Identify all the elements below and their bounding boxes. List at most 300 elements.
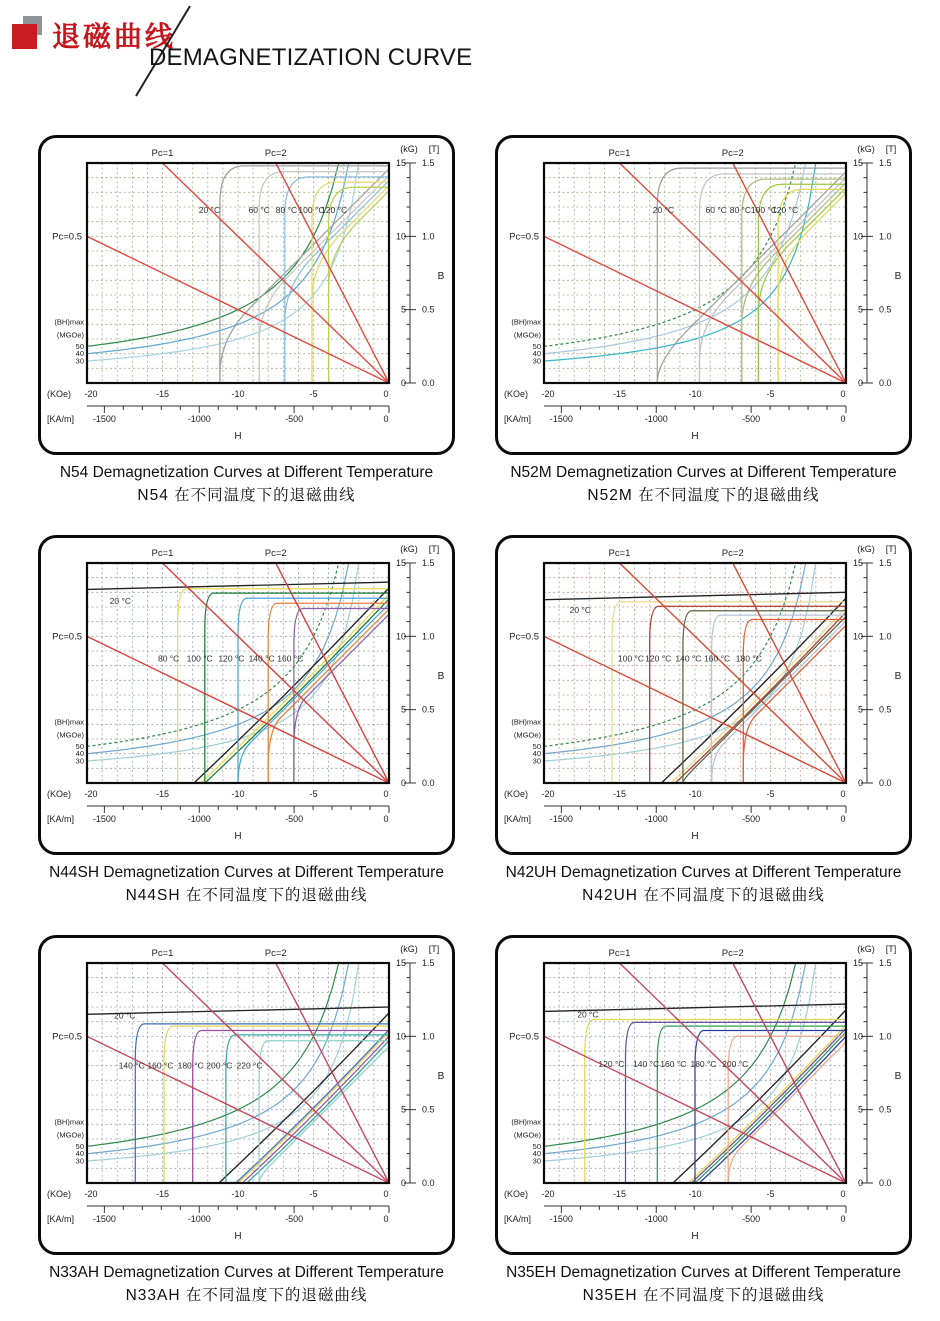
- y-tick-t: 0.5: [879, 704, 892, 715]
- grid: [544, 163, 846, 383]
- x-tick-koe: 0: [840, 1189, 846, 1199]
- y-axis-label: B: [437, 671, 445, 682]
- bhmax-unit: (MGOe): [56, 1130, 84, 1140]
- series-80c: [178, 589, 389, 783]
- series-20c-label: 20 °C: [109, 596, 132, 607]
- bhmax-unit: (MGOe): [513, 330, 541, 340]
- x-tick-koe: 0: [383, 1189, 389, 1199]
- bhmax-tick: 50: [75, 1141, 84, 1151]
- y-tick-kg: 5: [400, 304, 406, 315]
- load-line-pc-2: [733, 563, 846, 783]
- y-tick-kg: 0: [400, 778, 406, 788]
- chart-card-n42uh: [495, 535, 912, 855]
- x-tick-kam: -1000: [644, 1214, 668, 1224]
- series-120c-label: 120 °C: [772, 204, 799, 215]
- load-line-label: Pc=1: [151, 948, 174, 959]
- x-axis-unit-kam: [KA/m]: [47, 414, 75, 424]
- x-tick-koe: -20: [84, 789, 98, 799]
- y-tick-kg: 10: [852, 231, 863, 242]
- y-tick-kg: 15: [852, 558, 863, 568]
- x-tick-koe: -5: [309, 789, 318, 799]
- x-tick-koe: -15: [155, 1189, 170, 1199]
- x-tick-koe: 0: [840, 789, 846, 799]
- load-line-pc-1: [163, 163, 390, 383]
- chart-card-n33ah: [38, 935, 455, 1255]
- caption-english: N42UH Demagnetization Curves at Different Temperature: [505, 864, 902, 881]
- x-tick-kam: -1500: [92, 1214, 116, 1224]
- y-tick-kg: 15: [395, 558, 406, 568]
- y-tick-kg: 10: [395, 631, 406, 642]
- series-80c-label: 80 °C: [275, 204, 298, 215]
- y-tick-t: 0.0: [879, 778, 892, 788]
- load-line-label: Pc=2: [721, 948, 744, 959]
- y-tick-kg: 0: [857, 778, 863, 788]
- y-tick-t: 1.5: [879, 558, 892, 568]
- load-line-pc-2: [276, 963, 389, 1183]
- y-axis-unit-kg: (kG): [400, 144, 418, 154]
- load-line-label: Pc=0.5: [509, 631, 539, 643]
- caption-chinese: N44SH 在不同温度下的退磁曲线: [125, 886, 368, 904]
- load-line-pc-2: [276, 563, 389, 783]
- bhmax-tick: 40: [75, 749, 84, 759]
- chart-cell-n54: [38, 135, 455, 507]
- series-20c-label: 20 °C: [198, 204, 221, 215]
- caption-english: N33AH Demagnetization Curves at Different Temperature: [49, 1264, 444, 1281]
- series-20c-label: 20 °C: [577, 1009, 599, 1020]
- x-tick-koe: -20: [541, 1189, 555, 1199]
- bhmax-tick: 30: [75, 356, 84, 366]
- x-tick-kam: -500: [285, 414, 304, 424]
- chart-caption: [38, 1262, 455, 1307]
- chart-caption: [38, 862, 455, 907]
- load-line-pc-2: [733, 963, 846, 1183]
- bhmax-contour-40mgoe: [87, 163, 349, 354]
- y-tick-t: 1.0: [879, 231, 892, 242]
- x-tick-kam: -500: [285, 814, 304, 824]
- series-100c: [612, 602, 846, 783]
- x-tick-kam: -1000: [187, 814, 211, 824]
- x-tick-koe: -5: [766, 389, 775, 399]
- load-line-pc-1: [163, 563, 390, 783]
- normal-curve: [294, 614, 389, 783]
- x-axis-unit-koe: (KOe): [47, 389, 72, 399]
- x-tick-kam: 0: [383, 1214, 389, 1224]
- x-axis-unit-kam: [KA/m]: [47, 1214, 75, 1224]
- series-60c-label: 60 °C: [248, 204, 270, 215]
- x-tick-koe: -15: [155, 789, 170, 799]
- x-axis-unit-kam: [KA/m]: [504, 814, 532, 824]
- load-line-label: Pc=0.5: [509, 1031, 539, 1043]
- bhmax-tick: 30: [532, 1156, 541, 1166]
- y-axis-unit-t: [T]: [885, 544, 897, 554]
- caption-english: N52M Demagnetization Curves at Different Temperature: [510, 464, 897, 481]
- bhmax-tick: 30: [532, 356, 541, 366]
- series-180c-label: 180 °C: [177, 1060, 204, 1071]
- bhmax-label: (BH)max: [511, 1117, 541, 1127]
- x-tick-koe: -10: [688, 389, 702, 399]
- bhmax-tick: 30: [75, 756, 84, 766]
- x-axis-unit-koe: (KOe): [504, 789, 529, 799]
- load-line-label: Pc=0.5: [52, 1031, 82, 1043]
- y-axis-label: B: [894, 1071, 902, 1082]
- y-tick-t: 1.0: [879, 631, 892, 642]
- demagnetization-chart-n35eh: [498, 938, 909, 1252]
- chart-cell-n52m: [495, 135, 912, 507]
- page-title-english: DEMAGNETIZATION CURVE: [149, 44, 473, 71]
- load-line-label: Pc=2: [264, 148, 287, 159]
- series-120c-label: 120 °C: [321, 204, 348, 215]
- x-tick-koe: -15: [612, 789, 627, 799]
- chart-card-n44sh: [38, 535, 455, 855]
- x-tick-kam: -500: [742, 1214, 761, 1224]
- y-axis-ruler: [404, 963, 416, 1183]
- charts-grid: [38, 135, 912, 1307]
- y-axis-unit-kg: (kG): [400, 944, 418, 954]
- x-axis-unit-koe: (KOe): [47, 1189, 72, 1199]
- caption-english: N44SH Demagnetization Curves at Different Temperature: [49, 864, 444, 881]
- x-axis-unit-koe: (KOe): [504, 389, 529, 399]
- y-tick-t: 0.0: [879, 378, 892, 388]
- x-axis-unit-kam: [KA/m]: [504, 414, 532, 424]
- chart-cell-n42uh: [495, 535, 912, 907]
- page-header: [0, 0, 940, 115]
- x-tick-kam: -500: [285, 1214, 304, 1224]
- intrinsic-curve: [193, 1031, 389, 1184]
- y-tick-t: 1.5: [422, 958, 435, 968]
- bhmax-unit: (MGOe): [56, 730, 84, 740]
- series-100c-label: 100 °C: [298, 204, 325, 215]
- logo-square-red-icon: [12, 24, 37, 49]
- x-tick-koe: -20: [541, 389, 555, 399]
- chart-cell-n33ah: [38, 935, 455, 1307]
- x-tick-kam: -1500: [92, 414, 116, 424]
- series-180c: [193, 1031, 389, 1184]
- series-140c-label: 140 °C: [633, 1059, 660, 1070]
- y-tick-t: 0.0: [422, 1178, 435, 1188]
- x-tick-kam: -500: [742, 814, 761, 824]
- chart-caption: [495, 862, 912, 907]
- caption-english: N54 Demagnetization Curves at Different Temperature: [59, 464, 434, 481]
- bhmax-label: (BH)max: [54, 717, 84, 727]
- normal-curve: [683, 617, 846, 784]
- bhmax-unit: (MGOe): [513, 1130, 541, 1140]
- x-tick-koe: -5: [309, 389, 318, 399]
- series-100c-label: 100 °C: [750, 204, 777, 215]
- chart-caption: [38, 462, 455, 507]
- load-line-label: Pc=1: [151, 548, 174, 559]
- bhmax-contour-40mgoe: [87, 963, 349, 1154]
- series-160c: [294, 609, 389, 784]
- intrinsic-curve: [205, 593, 389, 783]
- series-160c-label: 160 °C: [147, 1060, 174, 1071]
- series-120c: [585, 1020, 846, 1184]
- x-axis-ruler: [87, 406, 389, 413]
- caption-chinese: N42UH 在不同温度下的退磁曲线: [582, 886, 825, 904]
- y-axis-unit-t: [T]: [885, 144, 897, 154]
- x-axis-label: H: [691, 431, 699, 442]
- chart-caption: [495, 462, 912, 507]
- series-200c-label: 200 °C: [722, 1059, 749, 1070]
- x-tick-kam: 0: [383, 414, 389, 424]
- bhmax-tick: 50: [532, 1141, 541, 1151]
- x-tick-koe: 0: [383, 389, 389, 399]
- bhmax-label: (BH)max: [511, 317, 541, 327]
- y-tick-t: 0.0: [422, 778, 435, 788]
- x-axis-unit-koe: (KOe): [47, 789, 72, 799]
- series-100c: [205, 593, 389, 783]
- grid: [87, 163, 389, 383]
- y-axis-unit-kg: (kG): [857, 144, 875, 154]
- y-tick-kg: 0: [400, 378, 406, 388]
- load-line-pc-2: [276, 163, 389, 383]
- bhmax-label: (BH)max: [511, 717, 541, 727]
- load-line-label: Pc=2: [721, 148, 744, 159]
- load-line-label: Pc=2: [264, 548, 287, 559]
- y-tick-t: 0.5: [422, 704, 435, 715]
- y-axis-label: B: [437, 1071, 445, 1082]
- series-160c-label: 160 °C: [277, 653, 304, 664]
- bhmax-tick: 30: [532, 756, 541, 766]
- chart-card-n35eh: [495, 935, 912, 1255]
- x-axis-ruler: [544, 806, 846, 813]
- load-line-label: Pc=0.5: [509, 231, 539, 243]
- load-line-label: Pc=1: [608, 948, 631, 959]
- y-tick-t: 0.5: [422, 1104, 435, 1115]
- y-tick-kg: 5: [400, 1104, 406, 1115]
- x-tick-koe: -5: [766, 1189, 775, 1199]
- x-tick-kam: -1500: [549, 814, 573, 824]
- caption-chinese: N54 在不同温度下的退磁曲线: [137, 486, 356, 504]
- y-axis-unit-kg: (kG): [857, 544, 875, 554]
- load-line-label: Pc=1: [151, 148, 174, 159]
- x-tick-koe: -20: [84, 1189, 98, 1199]
- chart-caption: [495, 1262, 912, 1307]
- y-tick-kg: 10: [852, 631, 863, 642]
- intrinsic-curve: [220, 166, 389, 383]
- y-tick-t: 1.0: [879, 1031, 892, 1042]
- demagnetization-chart-n42uh: [498, 538, 909, 852]
- y-axis-unit-t: [T]: [428, 144, 440, 154]
- series-160c: [712, 615, 846, 783]
- y-tick-kg: 5: [857, 704, 863, 715]
- x-axis-ruler: [544, 406, 846, 413]
- x-axis-unit-koe: (KOe): [504, 1189, 529, 1199]
- intrinsic-curve: [612, 602, 846, 783]
- series-100c-label: 100 °C: [617, 653, 645, 664]
- y-axis-label: B: [894, 271, 902, 282]
- y-axis-unit-kg: (kG): [400, 544, 418, 554]
- x-axis-ruler: [87, 806, 389, 813]
- x-axis-label: H: [234, 431, 242, 442]
- series-20c-label: 20 °C: [114, 1010, 136, 1021]
- y-tick-kg: 0: [400, 1178, 406, 1188]
- bhmax-tick: 50: [75, 341, 84, 351]
- y-axis-unit-kg: (kG): [857, 944, 875, 954]
- y-tick-t: 1.5: [879, 158, 892, 168]
- x-tick-koe: -10: [231, 789, 245, 799]
- x-tick-kam: -1000: [187, 1214, 211, 1224]
- y-tick-kg: 10: [852, 1031, 863, 1042]
- load-line-label: Pc=0.5: [52, 231, 82, 243]
- x-tick-koe: -5: [309, 1189, 318, 1199]
- caption-chinese: N33AH 在不同温度下的退磁曲线: [125, 1286, 368, 1304]
- y-tick-t: 0.5: [879, 304, 892, 315]
- grid: [87, 963, 389, 1183]
- series-200c-label: 200 °C: [206, 1060, 233, 1071]
- load-line-label: Pc=0.5: [52, 631, 82, 643]
- x-tick-kam: -1500: [549, 414, 573, 424]
- series-60c-label: 60 °C: [705, 204, 727, 215]
- intrinsic-curve: [585, 1020, 846, 1184]
- y-tick-kg: 15: [852, 958, 863, 968]
- x-axis-label: H: [691, 1231, 699, 1242]
- caption-chinese: N52M 在不同温度下的退磁曲线: [587, 486, 820, 504]
- y-tick-kg: 15: [395, 158, 406, 168]
- x-tick-koe: -10: [688, 789, 702, 799]
- x-tick-koe: 0: [383, 789, 389, 799]
- x-axis-label: H: [691, 831, 699, 842]
- load-line-label: Pc=1: [608, 148, 631, 159]
- chart-card-n52m: [495, 135, 912, 455]
- series-120c-label: 120 °C: [645, 653, 672, 664]
- series-80c-label: 80 °C: [157, 653, 180, 664]
- y-axis-ruler: [861, 563, 873, 783]
- load-line-pc-2: [733, 163, 846, 383]
- x-tick-kam: 0: [840, 814, 846, 824]
- y-tick-t: 1.0: [422, 631, 435, 642]
- x-tick-koe: 0: [840, 389, 846, 399]
- bhmax-unit: (MGOe): [56, 330, 84, 340]
- y-axis-label: B: [894, 671, 902, 682]
- bhmax-tick: 40: [75, 1149, 84, 1159]
- y-axis-unit-t: [T]: [428, 544, 440, 554]
- series-120c-label: 120 °C: [598, 1059, 625, 1070]
- bhmax-tick: 40: [75, 349, 84, 359]
- bhmax-unit: (MGOe): [513, 730, 541, 740]
- y-tick-kg: 10: [395, 1031, 406, 1042]
- load-line-label: Pc=2: [721, 548, 744, 559]
- load-line-label: Pc=2: [264, 948, 287, 959]
- y-axis-ruler: [404, 563, 416, 783]
- x-tick-kam: -1500: [92, 814, 116, 824]
- y-axis-unit-t: [T]: [885, 944, 897, 954]
- y-tick-kg: 15: [395, 958, 406, 968]
- series-120c-label: 120 °C: [218, 653, 245, 664]
- x-tick-kam: -1000: [187, 414, 211, 424]
- series-140c-label: 140 °C: [248, 653, 275, 664]
- normal-curve: [259, 1047, 389, 1183]
- page-title-chinese: 退磁曲线: [52, 21, 177, 52]
- y-tick-kg: 5: [857, 1104, 863, 1115]
- y-tick-t: 0.0: [879, 1178, 892, 1188]
- demagnetization-chart-n54: [41, 138, 452, 452]
- bhmax-tick: 40: [532, 749, 541, 759]
- intrinsic-curve: [178, 589, 389, 783]
- bhmax-tick: 50: [75, 741, 84, 751]
- load-line-pc-1: [617, 563, 847, 783]
- series-20c-label: 20 °C: [652, 204, 675, 215]
- x-axis-label: H: [234, 831, 242, 842]
- x-axis-ruler: [544, 1206, 846, 1213]
- x-tick-koe: -20: [84, 389, 98, 399]
- x-tick-kam: -1500: [549, 1214, 573, 1224]
- series-80c-label: 80 °C: [729, 204, 752, 215]
- x-tick-koe: -20: [541, 789, 555, 799]
- x-tick-kam: 0: [840, 1214, 846, 1224]
- bhmax-tick: 40: [532, 1149, 541, 1159]
- series-20c: [220, 166, 389, 383]
- y-tick-kg: 5: [400, 704, 406, 715]
- x-tick-koe: -10: [688, 1189, 702, 1199]
- y-tick-t: 0.0: [422, 378, 435, 388]
- bhmax-tick: 30: [75, 1156, 84, 1166]
- x-tick-koe: -15: [612, 389, 627, 399]
- x-tick-kam: -500: [742, 414, 761, 424]
- load-line-label: Pc=1: [608, 548, 631, 559]
- x-axis-unit-kam: [KA/m]: [504, 1214, 532, 1224]
- bhmax-tick: 50: [532, 341, 541, 351]
- demagnetization-chart-n33ah: [41, 938, 452, 1252]
- x-tick-kam: 0: [383, 814, 389, 824]
- y-tick-t: 1.5: [422, 558, 435, 568]
- y-tick-t: 1.0: [422, 1031, 435, 1042]
- y-tick-kg: 0: [857, 378, 863, 388]
- series-160c-label: 160 °C: [660, 1059, 687, 1070]
- x-tick-koe: -10: [231, 1189, 245, 1199]
- x-tick-kam: -1000: [644, 814, 668, 824]
- series-100c-label: 100 °C: [186, 653, 213, 664]
- load-line-pc-1: [620, 163, 847, 383]
- x-tick-koe: -15: [612, 1189, 627, 1199]
- series-220c-label: 220 °C: [236, 1060, 263, 1071]
- y-axis-ruler: [404, 163, 416, 383]
- series-180c-label: 180 °C: [690, 1059, 717, 1070]
- series-180c-label: 180 °C: [735, 653, 762, 664]
- x-tick-koe: -10: [231, 389, 245, 399]
- bhmax-tick: 40: [532, 349, 541, 359]
- y-tick-kg: 5: [857, 304, 863, 315]
- bhmax-label: (BH)max: [54, 1117, 84, 1127]
- normal-curve: [657, 172, 846, 383]
- y-axis-ruler: [861, 963, 873, 1183]
- x-tick-koe: -15: [155, 389, 170, 399]
- x-tick-koe: -5: [766, 789, 775, 799]
- x-axis-unit-kam: [KA/m]: [47, 814, 75, 824]
- x-axis-label: H: [234, 1231, 242, 1242]
- chart-card-n54: [38, 135, 455, 455]
- y-tick-t: 1.5: [422, 158, 435, 168]
- x-tick-kam: 0: [840, 414, 846, 424]
- y-tick-t: 1.5: [879, 958, 892, 968]
- series-20c-label: 20 °C: [569, 604, 592, 615]
- y-tick-kg: 0: [857, 1178, 863, 1188]
- series-140c-label: 140 °C: [675, 653, 702, 664]
- y-tick-t: 1.0: [422, 231, 435, 242]
- series-140c-label: 140 °C: [118, 1060, 145, 1071]
- caption-chinese: N35EH 在不同温度下的退磁曲线: [582, 1286, 825, 1304]
- y-tick-kg: 10: [395, 231, 406, 242]
- y-tick-kg: 15: [852, 158, 863, 168]
- y-axis-ruler: [861, 163, 873, 383]
- y-tick-t: 0.5: [422, 304, 435, 315]
- y-tick-t: 0.5: [879, 1104, 892, 1115]
- caption-english: N35EH Demagnetization Curves at Different Temperature: [506, 1264, 901, 1281]
- demagnetization-chart-n44sh: [41, 538, 452, 852]
- chart-cell-n44sh: [38, 535, 455, 907]
- chart-cell-n35eh: [495, 935, 912, 1307]
- bhmax-label: (BH)max: [54, 317, 84, 327]
- bhmax-tick: 50: [532, 741, 541, 751]
